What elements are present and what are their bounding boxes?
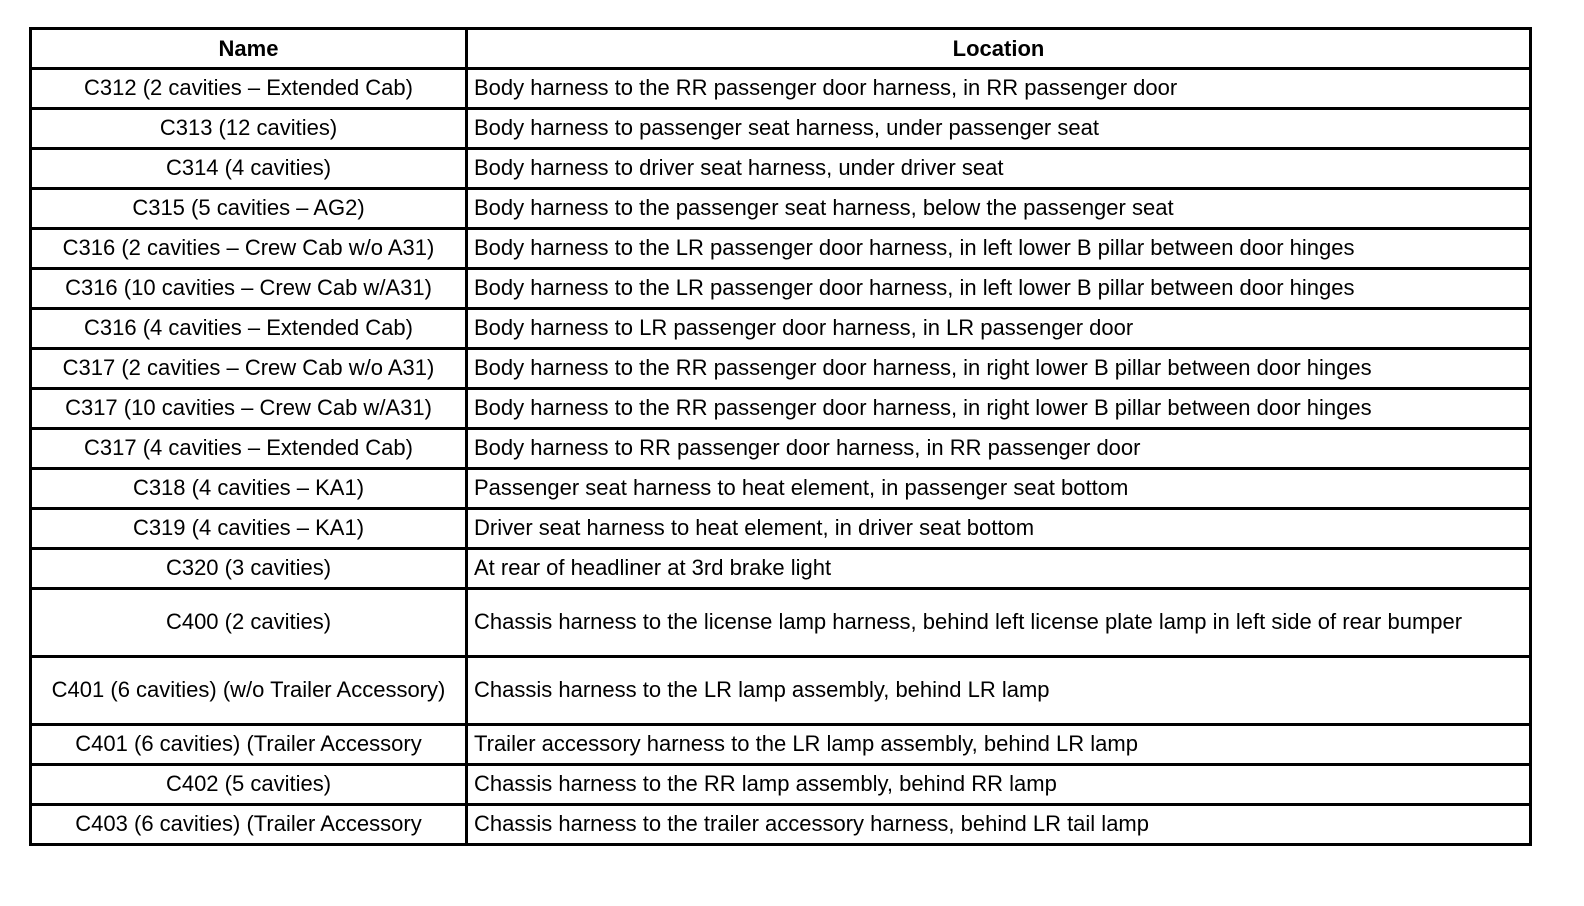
connector-name-cell: C313 (12 cavities) [31,109,467,149]
connector-name-cell: C320 (3 cavities) [31,549,467,589]
connector-location-cell: Body harness to the RR passenger door harness, in right lower B pillar between door hinges [467,349,1531,389]
connector-name-cell: C400 (2 cavities) [31,589,467,657]
table-row [31,189,1531,229]
table-row [31,69,1531,109]
connector-name-cell: C403 (6 cavities) (Trailer Accessory [31,805,467,845]
connector-location-cell: Passenger seat harness to heat element, in passenger seat bottom [467,469,1531,509]
connector-location-cell: Body harness to LR passenger door harness, in LR passenger door [467,309,1531,349]
connector-name-cell: C401 (6 cavities) (Trailer Accessory [31,725,467,765]
connector-location-cell: At rear of headliner at 3rd brake light [467,549,1531,589]
connector-name-cell: C312 (2 cavities – Extended Cab) [31,69,467,109]
table-row [31,269,1531,309]
table-row [31,149,1531,189]
table-row [31,229,1531,269]
connector-name-cell: C314 (4 cavities) [31,149,467,189]
connector-location-cell: Trailer accessory harness to the LR lamp assembly, behind LR lamp [467,725,1531,765]
connector-name-cell: C401 (6 cavities) (w/o Trailer Accessory) [31,657,467,725]
connector-location-cell: Body harness to the LR passenger door harness, in left lower B pillar between door hinges [467,229,1531,269]
connector-name-cell: C315 (5 cavities – AG2) [31,189,467,229]
table-row [31,469,1531,509]
connector-location-cell: Body harness to the RR passenger door harness, in RR passenger door [467,69,1531,109]
table-row [31,725,1531,765]
table-row [31,589,1531,657]
location-column-header: Location [467,29,1531,69]
connector-name-cell: C318 (4 cavities – KA1) [31,469,467,509]
table-row [31,109,1531,149]
connector-location-cell: Body harness to the LR passenger door harness, in left lower B pillar between door hinges [467,269,1531,309]
connector-location-cell: Body harness to driver seat harness, under driver seat [467,149,1531,189]
connector-name-cell: C317 (4 cavities – Extended Cab) [31,429,467,469]
table-row [31,765,1531,805]
connector-name-cell: C316 (4 cavities – Extended Cab) [31,309,467,349]
connector-location-cell: Body harness to passenger seat harness, under passenger seat [467,109,1531,149]
connector-name-cell: C316 (2 cavities – Crew Cab w/o A31) [31,229,467,269]
connector-name-cell: C402 (5 cavities) [31,765,467,805]
connector-location-table [29,27,1532,846]
connector-location-cell: Chassis harness to the trailer accessory harness, behind LR tail lamp [467,805,1531,845]
connector-name-cell: C317 (2 cavities – Crew Cab w/o A31) [31,349,467,389]
table-row [31,509,1531,549]
table-row [31,549,1531,589]
connector-name-cell: C317 (10 cavities – Crew Cab w/A31) [31,389,467,429]
connector-location-cell: Chassis harness to the LR lamp assembly, behind LR lamp [467,657,1531,725]
connector-location-cell: Body harness to RR passenger door harness, in RR passenger door [467,429,1531,469]
table-header-row [31,29,1531,69]
connector-location-cell: Body harness to the RR passenger door harness, in right lower B pillar between door hinges [467,389,1531,429]
connector-name-cell: C319 (4 cavities – KA1) [31,509,467,549]
table-row [31,805,1531,845]
connector-location-cell: Driver seat harness to heat element, in driver seat bottom [467,509,1531,549]
connector-name-cell: C316 (10 cavities – Crew Cab w/A31) [31,269,467,309]
connector-location-cell: Chassis harness to the license lamp harness, behind left license plate lamp in left side of rear bumper [467,589,1531,657]
name-column-header: Name [31,29,467,69]
table-row [31,349,1531,389]
table-row [31,429,1531,469]
table-row [31,657,1531,725]
table-row [31,389,1531,429]
connector-location-cell: Body harness to the passenger seat harness, below the passenger seat [467,189,1531,229]
table-row [31,309,1531,349]
connector-location-cell: Chassis harness to the RR lamp assembly, behind RR lamp [467,765,1531,805]
